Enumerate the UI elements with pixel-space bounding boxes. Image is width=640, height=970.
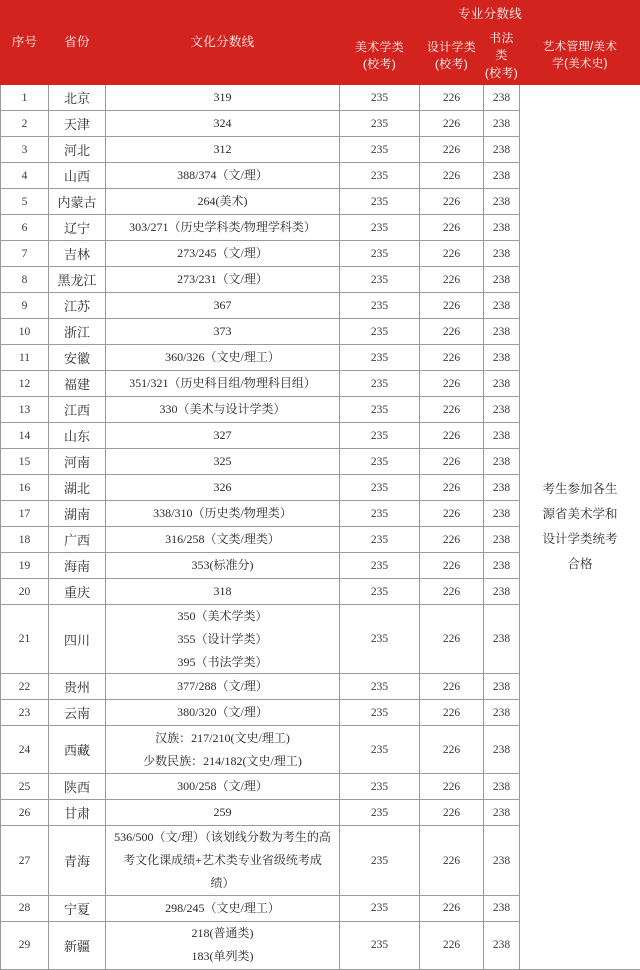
cell-index: 6: [1, 215, 49, 241]
cell-culture-score: [106, 319, 340, 345]
cell-province: 湖北: [49, 475, 106, 501]
cell-design-score: 226: [420, 921, 484, 969]
cell-design-score: 226: [420, 345, 484, 371]
cell-culture-score: [106, 501, 340, 527]
cell-calligraphy-score: 238: [484, 700, 520, 726]
cell-design-score: 226: [420, 241, 484, 267]
cell-fine-arts-score: 235: [340, 700, 420, 726]
cell-province: 云南: [49, 700, 106, 726]
cell-fine-arts-score: 235: [340, 800, 420, 826]
culture-score-line: 353(标准分): [106, 554, 339, 577]
cell-culture-score: [106, 674, 340, 700]
cell-fine-arts-score: 235: [340, 397, 420, 423]
cell-design-score: 226: [420, 605, 484, 674]
cell-calligraphy-score: 238: [484, 726, 520, 774]
cell-calligraphy-score: 238: [484, 475, 520, 501]
cell-province: 四川: [49, 605, 106, 674]
culture-score-line: 350（美术学类）: [106, 605, 339, 628]
cell-calligraphy-score: 238: [484, 605, 520, 674]
culture-score-line: 377/288（文/理）: [106, 675, 339, 698]
cell-design-score: 226: [420, 293, 484, 319]
cell-culture-score: [106, 163, 340, 189]
culture-score-line: 326: [106, 476, 339, 499]
cell-index: 26: [1, 800, 49, 826]
table-header: [1, 1, 640, 85]
cell-design-score: 226: [420, 85, 484, 111]
cell-fine-arts-score: 235: [340, 345, 420, 371]
cell-index: 4: [1, 163, 49, 189]
cell-fine-arts-score: 235: [340, 774, 420, 800]
cell-province: 青海: [49, 826, 106, 895]
cell-index: 28: [1, 895, 49, 921]
cell-culture-score: [106, 345, 340, 371]
cell-province: 湖南: [49, 501, 106, 527]
header-calligraphy-line2: (校考): [484, 65, 519, 82]
culture-score-line: 395（书法学类）: [106, 651, 339, 674]
culture-score-line: 325: [106, 450, 339, 473]
cell-culture-score: [106, 423, 340, 449]
culture-score-line: 338/310（历史类/物理类）: [106, 502, 339, 525]
cell-design-score: 226: [420, 774, 484, 800]
cell-calligraphy-score: 238: [484, 895, 520, 921]
cell-design-score: 226: [420, 579, 484, 605]
cell-design-score: 226: [420, 267, 484, 293]
header-province: 省份: [49, 1, 106, 85]
cell-design-score: 226: [420, 189, 484, 215]
culture-score-line: 298/245（文史/理工）: [106, 897, 339, 920]
cell-province: 黑龙江: [49, 267, 106, 293]
header-art-management-line1: 艺术管理/美术: [520, 39, 640, 56]
cell-culture-score: [106, 111, 340, 137]
cell-culture-score: [106, 700, 340, 726]
cell-calligraphy-score: 238: [484, 371, 520, 397]
culture-score-line: 330（美术与设计学类）: [106, 398, 339, 421]
cell-design-score: 226: [420, 215, 484, 241]
cell-province: 山西: [49, 163, 106, 189]
culture-score-line: 259: [106, 801, 339, 824]
header-fine-arts-line2: (校考): [340, 56, 419, 73]
header-design-line1: 设计学类: [420, 39, 483, 56]
header-design: [420, 28, 484, 85]
cell-province: 甘肃: [49, 800, 106, 826]
cell-province: 江西: [49, 397, 106, 423]
note-line: 考生参加各生: [520, 477, 640, 502]
cell-fine-arts-score: 235: [340, 475, 420, 501]
cell-design-score: 226: [420, 423, 484, 449]
cell-index: 3: [1, 137, 49, 163]
cell-calligraphy-score: 238: [484, 527, 520, 553]
cell-culture-score: [106, 895, 340, 921]
cell-province: 福建: [49, 371, 106, 397]
cell-culture-score: [106, 85, 340, 111]
cell-culture-score: [106, 774, 340, 800]
cell-fine-arts-score: 235: [340, 605, 420, 674]
cell-art-management-note: [520, 85, 640, 970]
cell-province: 重庆: [49, 579, 106, 605]
cell-index: 2: [1, 111, 49, 137]
note-line: 源省美术学和: [520, 502, 640, 527]
culture-score-line: 264(美术): [106, 190, 339, 213]
cell-fine-arts-score: 235: [340, 674, 420, 700]
culture-score-line: 218(普通类): [106, 922, 339, 945]
cell-province: 陕西: [49, 774, 106, 800]
cell-calligraphy-score: 238: [484, 293, 520, 319]
cell-calligraphy-score: 238: [484, 319, 520, 345]
cell-fine-arts-score: 235: [340, 189, 420, 215]
cell-province: 新疆: [49, 921, 106, 969]
cell-design-score: 226: [420, 475, 484, 501]
cell-province: 安徽: [49, 345, 106, 371]
header-calligraphy: [484, 28, 520, 85]
cell-fine-arts-score: 235: [340, 501, 420, 527]
cell-calligraphy-score: 238: [484, 774, 520, 800]
header-major-score-group: 专业分数线: [340, 1, 640, 28]
cell-culture-score: [106, 293, 340, 319]
cell-calligraphy-score: 238: [484, 397, 520, 423]
cell-calligraphy-score: 238: [484, 826, 520, 895]
header-calligraphy-line1: 书法类: [484, 30, 519, 65]
cell-province: 北京: [49, 85, 106, 111]
cell-culture-score: [106, 726, 340, 774]
cell-fine-arts-score: 235: [340, 215, 420, 241]
cell-calligraphy-score: 238: [484, 553, 520, 579]
culture-score-line: 303/271（历史学科类/物理学科类）: [106, 216, 339, 239]
cell-design-score: 226: [420, 371, 484, 397]
cell-fine-arts-score: 235: [340, 423, 420, 449]
header-row-group: [1, 1, 640, 28]
cell-design-score: 226: [420, 826, 484, 895]
cell-calligraphy-score: 238: [484, 215, 520, 241]
cell-index: 10: [1, 319, 49, 345]
cell-index: 21: [1, 605, 49, 674]
cell-design-score: 226: [420, 501, 484, 527]
note-line: 合格: [520, 552, 640, 577]
cell-design-score: 226: [420, 800, 484, 826]
header-fine-arts: [340, 28, 420, 85]
cell-calligraphy-score: 238: [484, 137, 520, 163]
cell-calligraphy-score: 238: [484, 85, 520, 111]
cell-fine-arts-score: 235: [340, 371, 420, 397]
cell-province: 河南: [49, 449, 106, 475]
cell-culture-score: [106, 137, 340, 163]
cell-fine-arts-score: 235: [340, 267, 420, 293]
cell-culture-score: [106, 605, 340, 674]
culture-score-line: 318: [106, 580, 339, 603]
cell-calligraphy-score: 238: [484, 921, 520, 969]
cell-province: 宁夏: [49, 895, 106, 921]
cell-design-score: 226: [420, 527, 484, 553]
cell-province: 天津: [49, 111, 106, 137]
cell-index: 23: [1, 700, 49, 726]
cell-culture-score: [106, 267, 340, 293]
cell-province: 贵州: [49, 674, 106, 700]
cell-design-score: 226: [420, 111, 484, 137]
cell-index: 11: [1, 345, 49, 371]
cell-index: 16: [1, 475, 49, 501]
cell-calligraphy-score: 238: [484, 241, 520, 267]
culture-score-line: 536/500（文/理）（该划线分数为考生的高: [106, 826, 339, 849]
cell-index: 19: [1, 553, 49, 579]
cell-calligraphy-score: 238: [484, 800, 520, 826]
cell-culture-score: [106, 826, 340, 895]
cell-fine-arts-score: 235: [340, 527, 420, 553]
culture-score-line: 324: [106, 112, 339, 135]
cell-calligraphy-score: 238: [484, 423, 520, 449]
cell-design-score: 226: [420, 726, 484, 774]
cell-calligraphy-score: 238: [484, 501, 520, 527]
cell-culture-score: [106, 397, 340, 423]
cell-culture-score: [106, 215, 340, 241]
cell-index: 29: [1, 921, 49, 969]
cell-culture-score: [106, 579, 340, 605]
cell-design-score: 226: [420, 895, 484, 921]
cell-province: 内蒙古: [49, 189, 106, 215]
cell-index: 13: [1, 397, 49, 423]
header-fine-arts-line1: 美术学类: [340, 39, 419, 56]
cell-fine-arts-score: 235: [340, 826, 420, 895]
culture-score-line: 327: [106, 424, 339, 447]
table-row: [1, 85, 640, 111]
culture-score-line: 380/320（文/理）: [106, 701, 339, 724]
cell-fine-arts-score: 235: [340, 163, 420, 189]
cell-province: 江苏: [49, 293, 106, 319]
cell-index: 24: [1, 726, 49, 774]
cell-design-score: 226: [420, 700, 484, 726]
cell-index: 20: [1, 579, 49, 605]
cell-province: 广西: [49, 527, 106, 553]
cell-index: 15: [1, 449, 49, 475]
cell-fine-arts-score: 235: [340, 241, 420, 267]
cell-fine-arts-score: 235: [340, 449, 420, 475]
cell-province: 河北: [49, 137, 106, 163]
header-design-line2: (校考): [420, 56, 483, 73]
cell-culture-score: [106, 449, 340, 475]
cell-calligraphy-score: 238: [484, 579, 520, 605]
cell-culture-score: [106, 921, 340, 969]
header-art-management-line2: 学(美术史): [520, 56, 640, 73]
cell-province: 山东: [49, 423, 106, 449]
culture-score-line: 183(单列类): [106, 945, 339, 968]
cell-design-score: 226: [420, 137, 484, 163]
cell-province: 辽宁: [49, 215, 106, 241]
culture-score-line: 考文化课成绩+艺术类专业省级统考成: [106, 849, 339, 872]
cell-calligraphy-score: 238: [484, 163, 520, 189]
cell-fine-arts-score: 235: [340, 553, 420, 579]
culture-score-line: 273/231（文/理）: [106, 268, 339, 291]
cell-calligraphy-score: 238: [484, 189, 520, 215]
culture-score-line: 367: [106, 294, 339, 317]
cell-fine-arts-score: 235: [340, 137, 420, 163]
cell-culture-score: [106, 527, 340, 553]
cell-fine-arts-score: 235: [340, 726, 420, 774]
cell-design-score: 226: [420, 397, 484, 423]
cell-calligraphy-score: 238: [484, 267, 520, 293]
cell-culture-score: [106, 475, 340, 501]
cell-province: 浙江: [49, 319, 106, 345]
cell-fine-arts-score: 235: [340, 293, 420, 319]
cell-culture-score: [106, 800, 340, 826]
culture-score-line: 319: [106, 86, 339, 109]
cell-fine-arts-score: 235: [340, 895, 420, 921]
culture-score-line: 少数民族：214/182(文史/理工): [106, 750, 339, 773]
cell-index: 7: [1, 241, 49, 267]
cell-design-score: 226: [420, 449, 484, 475]
cell-calligraphy-score: 238: [484, 345, 520, 371]
culture-score-line: 355（设计学类）: [106, 628, 339, 651]
cell-culture-score: [106, 553, 340, 579]
culture-score-line: 351/321（历史科目组/物理科目组）: [106, 372, 339, 395]
cell-index: 5: [1, 189, 49, 215]
culture-score-line: 273/245（文/理）: [106, 242, 339, 265]
cell-index: 27: [1, 826, 49, 895]
culture-score-line: 360/326（文史/理工）: [106, 346, 339, 369]
cell-culture-score: [106, 371, 340, 397]
cell-index: 14: [1, 423, 49, 449]
cell-design-score: 226: [420, 553, 484, 579]
cell-design-score: 226: [420, 163, 484, 189]
cell-index: 17: [1, 501, 49, 527]
culture-score-line: 316/258（文类/理类）: [106, 528, 339, 551]
header-index: 序号: [1, 1, 49, 85]
culture-score-line: 300/258（文/理）: [106, 775, 339, 798]
cell-province: 西藏: [49, 726, 106, 774]
culture-score-line: 388/374（文/理）: [106, 164, 339, 187]
cell-calligraphy-score: 238: [484, 449, 520, 475]
cell-index: 18: [1, 527, 49, 553]
cell-calligraphy-score: 238: [484, 111, 520, 137]
cell-index: 12: [1, 371, 49, 397]
culture-score-line: 绩）: [106, 872, 339, 895]
culture-score-line: 汉族：217/210(文史/理工): [106, 727, 339, 750]
cell-index: 1: [1, 85, 49, 111]
cell-fine-arts-score: 235: [340, 579, 420, 605]
cell-fine-arts-score: 235: [340, 921, 420, 969]
culture-score-line: 373: [106, 320, 339, 343]
cell-index: 9: [1, 293, 49, 319]
cell-fine-arts-score: 235: [340, 319, 420, 345]
culture-score-line: 312: [106, 138, 339, 161]
header-culture-score-line: 文化分数线: [106, 1, 340, 85]
header-art-management: [520, 28, 640, 85]
cell-calligraphy-score: 238: [484, 674, 520, 700]
cell-fine-arts-score: 235: [340, 111, 420, 137]
cell-design-score: 226: [420, 674, 484, 700]
cell-design-score: 226: [420, 319, 484, 345]
cell-province: 吉林: [49, 241, 106, 267]
cell-index: 8: [1, 267, 49, 293]
cell-index: 25: [1, 774, 49, 800]
cell-culture-score: [106, 189, 340, 215]
cell-province: 海南: [49, 553, 106, 579]
cell-fine-arts-score: 235: [340, 85, 420, 111]
table-body: [1, 85, 640, 970]
note-line: 设计学类统考: [520, 527, 640, 552]
cell-index: 22: [1, 674, 49, 700]
cell-culture-score: [106, 241, 340, 267]
